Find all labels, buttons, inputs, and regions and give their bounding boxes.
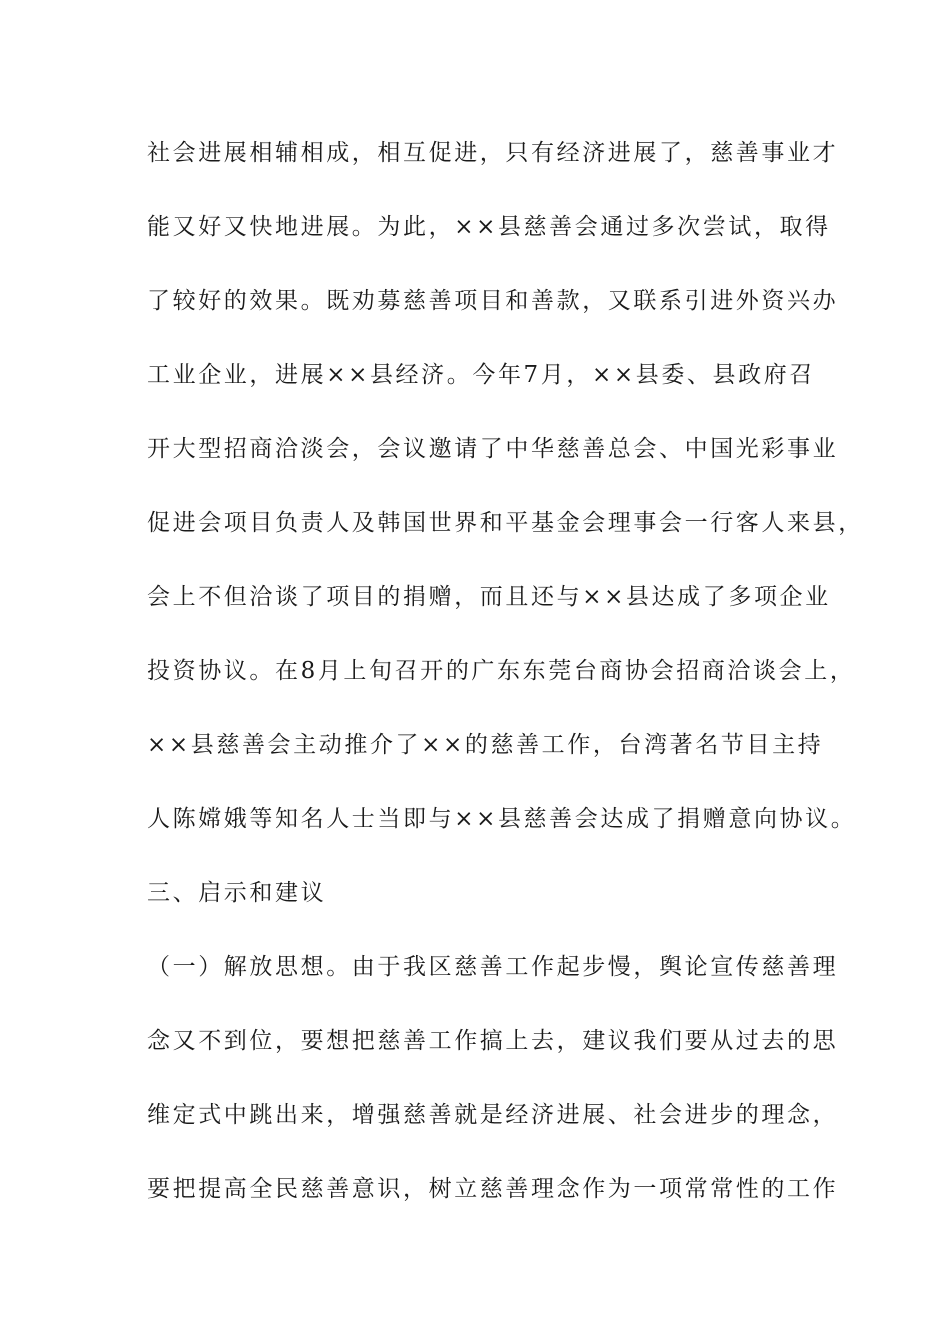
body-text-line: 维定式中跳出来，增强慈善就是经济进展、社会进步的理念，: [147, 1102, 839, 1128]
body-text-line: 工业企业，进展××县经济。今年7月，××县委、县政府召: [147, 362, 815, 388]
body-text-line: 念又不到位，要想把慈善工作搞上去，建议我们要从过去的思: [147, 1028, 839, 1054]
section-heading: 三、启示和建议: [147, 880, 327, 906]
body-text-line: 开大型招商洽淡会，会议邀请了中华慈善总会、中国光彩事业: [147, 436, 839, 462]
body-text-line: 了较好的效果。既劝募慈善项目和善款，又联系引进外资兴办: [147, 288, 839, 314]
body-text-line: ××县慈善会主动推介了××的慈善工作，台湾著名节目主持: [147, 732, 824, 758]
body-text-line: 投资协议。在8月上旬召开的广东东莞台商协会招商洽谈会上，: [147, 658, 856, 684]
subsection-paragraph-start: （一）解放思想。由于我区慈善工作起步慢，舆论宣传慈善理: [147, 954, 839, 980]
body-text-line: 会上不但洽谈了项目的捐赠，而且还与××县达成了多项企业: [147, 584, 831, 610]
body-text-line: 要把提高全民慈善意识，树立慈善理念作为一项常常性的工作: [147, 1176, 839, 1202]
body-text-line: 促进会项目负责人及韩国世界和平基金会理事会一行客人来县，: [147, 510, 864, 536]
body-text-line: 人陈嫦娥等知名人士当即与××县慈善会达成了捐赠意向协议。: [147, 806, 857, 832]
body-text-line: 社会进展相辅相成，相互促进，只有经济进展了，慈善事业才: [147, 140, 839, 166]
body-text-line: 能又好又快地进展。为此，××县慈善会通过多次尝试，取得: [147, 214, 831, 240]
